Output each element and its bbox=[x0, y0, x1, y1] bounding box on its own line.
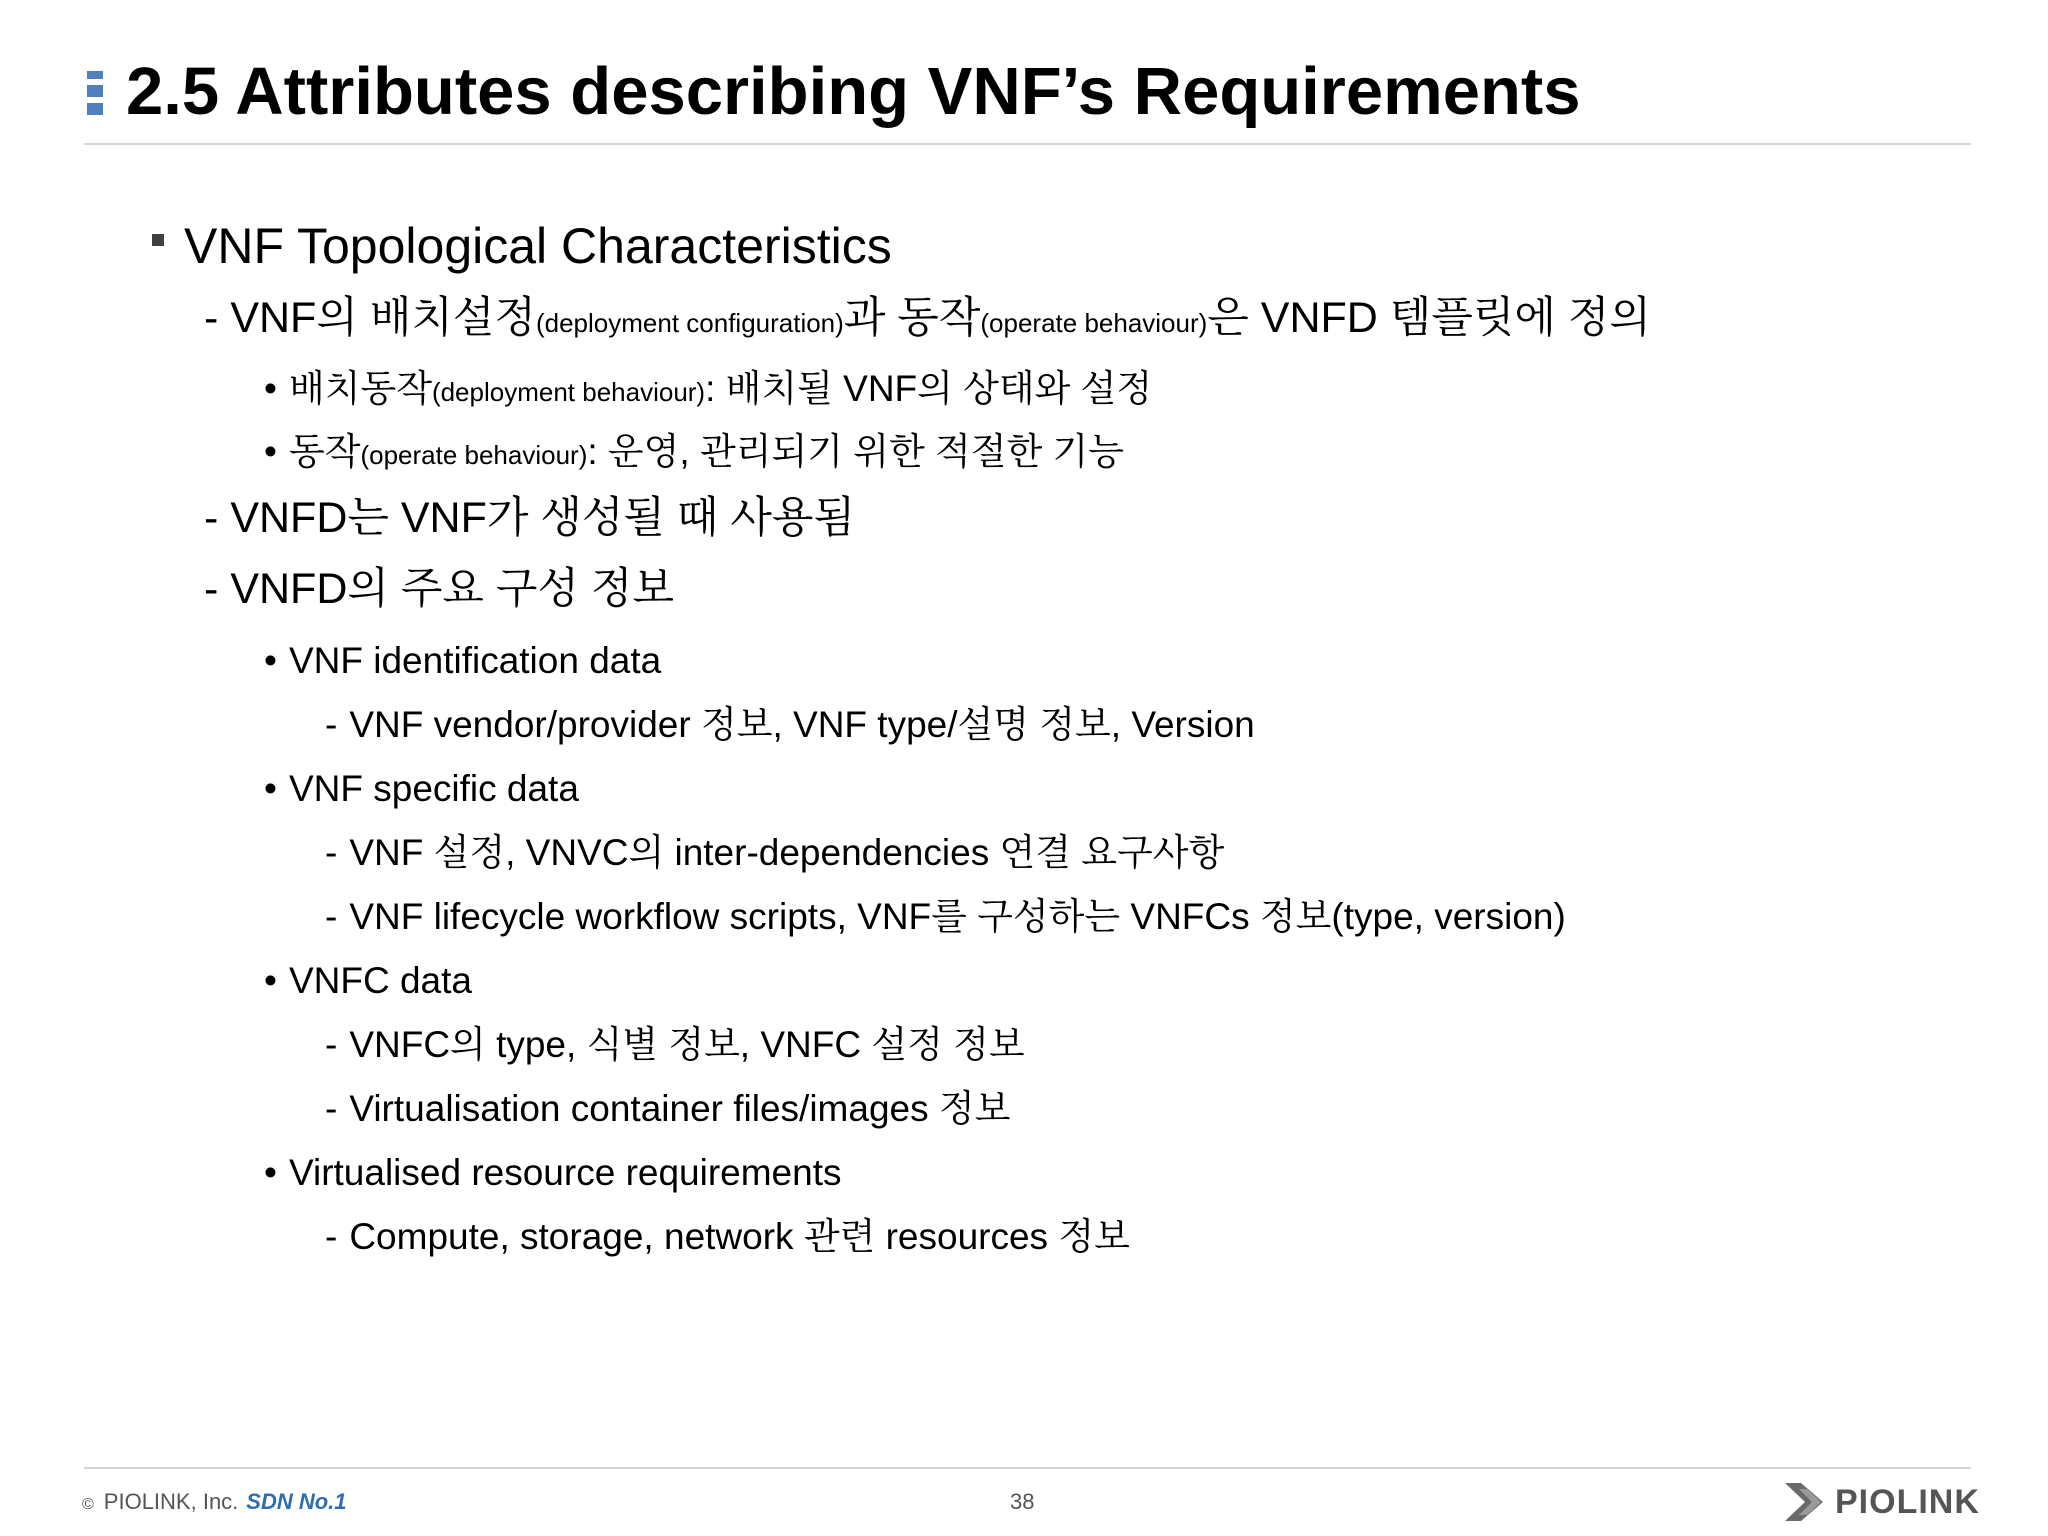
company-name: PIOLINK, Inc. bbox=[103, 1489, 239, 1514]
square-bullet-icon bbox=[152, 234, 164, 246]
list-item: • 배치동작(deployment behaviour): 배치될 VNF의 상태와 설정 bbox=[264, 368, 1153, 409]
list-item: • VNF identification data bbox=[264, 640, 662, 681]
slide-title: 2.5 Attributes describing VNF’s Requirements bbox=[126, 54, 1581, 129]
dash-marker: - bbox=[325, 1024, 338, 1065]
list-item: - VNF lifecycle workflow scripts, VNF를 구성하는 VNFCs 정보(type, version) bbox=[325, 896, 1566, 937]
footer-copyright bbox=[82, 1489, 347, 1515]
dash-marker: - bbox=[204, 294, 219, 342]
list-item: - VNF vendor/provider 정보, VNF type/설명 정보, Version bbox=[325, 704, 1255, 745]
list-item: - VNF 설정, VNVC의 inter-dependencies 연결 요구사항 bbox=[325, 832, 1225, 873]
bullet-marker: • bbox=[264, 768, 277, 809]
logo-chevron-icon bbox=[1783, 1481, 1829, 1523]
list-item: • VNFC data bbox=[264, 960, 472, 1001]
title-divider bbox=[84, 143, 1971, 145]
page-number: 38 bbox=[1010, 1489, 1035, 1514]
dash-marker: - bbox=[325, 704, 338, 745]
dash-marker: - bbox=[325, 896, 338, 937]
logo-text: PIOLINK bbox=[1835, 1483, 1980, 1521]
list-item: - VNFC의 type, 식별 정보, VNFC 설정 정보 bbox=[325, 1024, 1025, 1065]
section-heading: VNF Topological Characteristics bbox=[184, 218, 892, 274]
tagline: SDN No.1 bbox=[246, 1489, 347, 1514]
copyright-icon: © bbox=[82, 1496, 94, 1513]
list-item: • 동작(operate behaviour): 운영, 관리되기 위한 적절한 기능 bbox=[264, 431, 1124, 472]
list-item: - Compute, storage, network 관련 resources 정보 bbox=[325, 1216, 1130, 1257]
list-item: - Virtualisation container files/images 정보 bbox=[325, 1088, 1011, 1129]
bullet-marker: • bbox=[264, 431, 277, 472]
list-item: • Virtualised resource requirements bbox=[264, 1152, 842, 1193]
dash-marker: - bbox=[325, 1216, 338, 1257]
list-item: - VNFD는 VNF가 생성될 때 사용됨 bbox=[204, 494, 856, 542]
bullet-marker: • bbox=[264, 640, 277, 681]
footer-divider bbox=[84, 1467, 1971, 1469]
dash-marker: - bbox=[204, 494, 219, 542]
title-marker-icon bbox=[87, 71, 103, 114]
dash-marker: - bbox=[325, 1088, 338, 1129]
bullet-marker: • bbox=[264, 960, 277, 1001]
dash-marker: - bbox=[204, 565, 219, 613]
list-item: - VNF의 배치설정(deployment configuration)과 동작(operate behaviour)은 VNFD 템플릿에 정의 bbox=[204, 294, 1651, 342]
dash-marker: - bbox=[325, 832, 338, 873]
bullet-marker: • bbox=[264, 368, 277, 409]
list-item: - VNFD의 주요 구성 정보 bbox=[204, 565, 674, 613]
list-item: • VNF specific data bbox=[264, 768, 579, 809]
bullet-marker: • bbox=[264, 1152, 277, 1193]
